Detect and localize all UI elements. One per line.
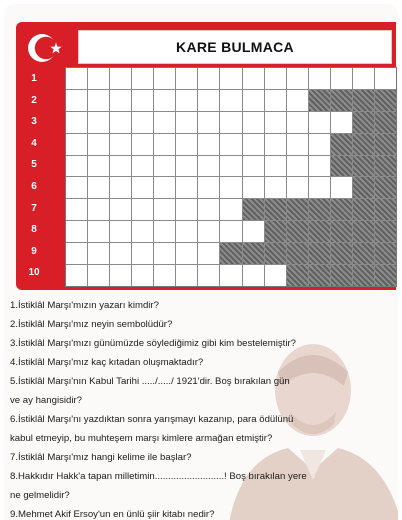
grid-cell bbox=[66, 243, 87, 264]
grid-cell-shaded bbox=[287, 265, 308, 286]
grid-cell-shaded bbox=[353, 134, 374, 155]
question-text: 3.İstiklâl Marşı'mızı günümüzde söylediğimiz gibi kim bestelemiştir? bbox=[10, 338, 297, 349]
grid-cell-shaded bbox=[243, 243, 264, 264]
grid-cell bbox=[198, 68, 219, 89]
grid-cell-shaded bbox=[309, 199, 330, 220]
question-item bbox=[10, 448, 396, 467]
grid-cell bbox=[110, 156, 131, 177]
grid-cell bbox=[154, 177, 175, 198]
grid-cell bbox=[176, 90, 197, 111]
grid-cell bbox=[198, 134, 219, 155]
grid-cell bbox=[176, 68, 197, 89]
grid-cell bbox=[66, 134, 87, 155]
grid-cell bbox=[154, 243, 175, 264]
grid-cell-shaded bbox=[309, 221, 330, 242]
grid-cell-shaded bbox=[265, 221, 286, 242]
grid-cell bbox=[243, 221, 264, 242]
grid-cell-shaded bbox=[375, 243, 396, 264]
row-number: 4 bbox=[31, 137, 37, 149]
grid-cell bbox=[331, 112, 352, 133]
grid-cell bbox=[154, 199, 175, 220]
grid-cell bbox=[265, 68, 286, 89]
grid-cell bbox=[243, 156, 264, 177]
row-number: 2 bbox=[31, 94, 37, 106]
grid-cell-shaded bbox=[243, 199, 264, 220]
question-text-continued: ne gelmelidir? bbox=[10, 490, 70, 501]
grid-cell bbox=[265, 156, 286, 177]
grid-cell bbox=[176, 134, 197, 155]
grid-cell-shaded bbox=[375, 199, 396, 220]
grid-cell bbox=[176, 221, 197, 242]
grid-cell-shaded bbox=[353, 156, 374, 177]
grid-cell bbox=[243, 177, 264, 198]
grid-cell-shaded bbox=[375, 90, 396, 111]
grid-cell bbox=[220, 221, 241, 242]
grid-cell bbox=[220, 265, 241, 286]
question-text: 1.İstiklâl Marşı'mızın yazarı kimdir? bbox=[10, 300, 159, 311]
grid-cell bbox=[132, 199, 153, 220]
grid-cell bbox=[88, 68, 109, 89]
grid-cell bbox=[220, 156, 241, 177]
grid-cell bbox=[88, 90, 109, 111]
grid-cell bbox=[220, 177, 241, 198]
question-item bbox=[10, 410, 396, 448]
crossword-grid bbox=[65, 67, 397, 287]
grid-cell bbox=[287, 90, 308, 111]
grid-cell bbox=[198, 221, 219, 242]
grid-cell bbox=[220, 112, 241, 133]
grid-cell-shaded bbox=[331, 134, 352, 155]
question-text: 2.İstiklâl Marşı'mız neyin sembolüdür? bbox=[10, 319, 173, 330]
grid-cell bbox=[154, 112, 175, 133]
question-text: 9.Mehmet Akif Ersoy'un en ünlü şiir kitabı nedir? bbox=[10, 509, 215, 520]
row-number: 7 bbox=[31, 202, 37, 214]
grid-cell bbox=[88, 134, 109, 155]
grid-cell-shaded bbox=[331, 265, 352, 286]
grid-cell bbox=[88, 156, 109, 177]
grid-cell-shaded bbox=[331, 221, 352, 242]
grid-cell-shaded bbox=[353, 90, 374, 111]
grid-cell-shaded bbox=[287, 199, 308, 220]
grid-cell bbox=[243, 68, 264, 89]
grid-cell bbox=[132, 134, 153, 155]
grid-cell-shaded bbox=[375, 112, 396, 133]
grid-cell bbox=[88, 243, 109, 264]
row-numbers bbox=[16, 68, 52, 284]
question-text: 8.Hakkıdır Hakk'a tapan milletimin..........................! Boş bırakılan yere bbox=[10, 471, 307, 482]
question-text-continued: ve ay hangisidir? bbox=[10, 395, 82, 406]
question-item bbox=[10, 372, 396, 410]
grid-cell bbox=[375, 68, 396, 89]
grid-cell bbox=[243, 112, 264, 133]
grid-cell-shaded bbox=[331, 90, 352, 111]
grid-cell bbox=[88, 112, 109, 133]
grid-cell bbox=[110, 221, 131, 242]
grid-cell bbox=[66, 221, 87, 242]
grid-cell bbox=[287, 156, 308, 177]
grid-cell bbox=[198, 156, 219, 177]
grid-cell bbox=[243, 134, 264, 155]
row-number: 8 bbox=[31, 224, 37, 236]
grid-cell bbox=[66, 90, 87, 111]
grid-cell-shaded bbox=[287, 243, 308, 264]
question-text: 4.İstiklâl Marşı'mız kaç kıtadan oluşmaktadır? bbox=[10, 357, 204, 368]
grid-cell bbox=[66, 156, 87, 177]
grid-cell bbox=[132, 112, 153, 133]
grid-cell-shaded bbox=[309, 90, 330, 111]
grid-cell bbox=[176, 265, 197, 286]
grid-cell bbox=[132, 221, 153, 242]
question-item bbox=[10, 353, 396, 372]
grid-cell bbox=[88, 199, 109, 220]
grid-cell bbox=[265, 134, 286, 155]
question-text-continued: kabul etmeyip, bu muhteşem marşı kimlere armağan etmiştir? bbox=[10, 433, 273, 444]
grid-cell bbox=[66, 265, 87, 286]
grid-cell bbox=[198, 112, 219, 133]
grid-cell bbox=[66, 177, 87, 198]
grid-cell bbox=[132, 68, 153, 89]
grid-cell bbox=[154, 134, 175, 155]
puzzle-title: KARE BULMACA bbox=[78, 30, 392, 64]
grid-cell bbox=[110, 68, 131, 89]
row-number: 3 bbox=[31, 116, 37, 128]
grid-cell bbox=[110, 112, 131, 133]
grid-cell bbox=[132, 265, 153, 286]
grid-cell bbox=[243, 90, 264, 111]
grid-cell bbox=[309, 134, 330, 155]
grid-cell bbox=[198, 199, 219, 220]
grid-cell bbox=[154, 265, 175, 286]
grid-cell-shaded bbox=[353, 265, 374, 286]
grid-cell-shaded bbox=[353, 221, 374, 242]
grid-cell-shaded bbox=[375, 134, 396, 155]
grid-cell bbox=[132, 177, 153, 198]
grid-cell bbox=[88, 221, 109, 242]
grid-cell bbox=[66, 112, 87, 133]
question-item bbox=[10, 334, 396, 353]
grid-cell-shaded bbox=[353, 199, 374, 220]
row-number: 5 bbox=[31, 159, 37, 171]
question-item bbox=[10, 505, 396, 520]
grid-cell bbox=[132, 243, 153, 264]
grid-cell bbox=[198, 265, 219, 286]
grid-cell bbox=[309, 112, 330, 133]
grid-cell bbox=[88, 177, 109, 198]
grid-cell bbox=[220, 90, 241, 111]
grid-cell bbox=[220, 134, 241, 155]
grid-cell-shaded bbox=[265, 199, 286, 220]
grid-cell bbox=[243, 265, 264, 286]
grid-cell-shaded bbox=[331, 199, 352, 220]
grid-cell bbox=[287, 68, 308, 89]
grid-cell bbox=[110, 90, 131, 111]
grid-cell bbox=[110, 265, 131, 286]
grid-cell bbox=[309, 68, 330, 89]
grid-cell bbox=[176, 112, 197, 133]
row-number: 1 bbox=[31, 73, 37, 84]
grid-cell bbox=[331, 68, 352, 89]
grid-cell bbox=[198, 90, 219, 111]
question-text: 6.İstiklâl Marşı'nı yazdıktan sonra yarışmayı kazanıp, para ödülünü bbox=[10, 414, 294, 425]
grid-cell-shaded bbox=[375, 265, 396, 286]
grid-cell-shaded bbox=[309, 265, 330, 286]
grid-cell bbox=[353, 68, 374, 89]
grid-cell-shaded bbox=[353, 177, 374, 198]
grid-cell bbox=[154, 68, 175, 89]
grid-cell bbox=[198, 243, 219, 264]
question-item bbox=[10, 315, 396, 334]
grid-cell bbox=[132, 156, 153, 177]
grid-cell bbox=[287, 177, 308, 198]
grid-cell bbox=[110, 177, 131, 198]
grid-cell-shaded bbox=[375, 221, 396, 242]
grid-cell-shaded bbox=[265, 243, 286, 264]
question-item bbox=[10, 467, 396, 505]
grid-cell bbox=[66, 199, 87, 220]
grid-cell bbox=[287, 112, 308, 133]
grid-cell bbox=[176, 177, 197, 198]
grid-cell bbox=[154, 156, 175, 177]
grid-cell bbox=[309, 156, 330, 177]
question-text: 7.İstiklâl Marşı'mız hangi kelime ile başlar? bbox=[10, 452, 192, 463]
grid-cell bbox=[110, 134, 131, 155]
grid-cell bbox=[132, 90, 153, 111]
crescent-star-icon bbox=[24, 28, 64, 68]
grid-cell bbox=[154, 221, 175, 242]
grid-cell-shaded bbox=[375, 177, 396, 198]
grid-cell-shaded bbox=[353, 243, 374, 264]
row-number: 6 bbox=[31, 180, 37, 192]
grid-cell bbox=[265, 265, 286, 286]
grid-cell-shaded bbox=[331, 243, 352, 264]
row-number: 9 bbox=[31, 245, 37, 257]
grid-cell-shaded bbox=[220, 243, 241, 264]
grid-cell bbox=[220, 68, 241, 89]
grid-cell bbox=[154, 90, 175, 111]
question-item bbox=[10, 296, 396, 315]
grid-cell bbox=[331, 177, 352, 198]
grid-cell-shaded bbox=[375, 156, 396, 177]
row-number: 10 bbox=[28, 267, 40, 279]
grid-cell bbox=[110, 199, 131, 220]
grid-cell bbox=[198, 177, 219, 198]
grid-cell bbox=[176, 199, 197, 220]
grid-cell bbox=[265, 90, 286, 111]
question-list bbox=[10, 296, 396, 520]
grid-cell-shaded bbox=[309, 243, 330, 264]
grid-cell bbox=[66, 68, 87, 89]
question-text: 5.İstiklâl Marşı'nın Kabul Tarihi ...../...../ 1921'dir. Boş bırakılan gün bbox=[10, 376, 290, 387]
grid-cell bbox=[176, 156, 197, 177]
crossword-board bbox=[16, 22, 396, 290]
grid-cell bbox=[265, 112, 286, 133]
grid-cell bbox=[88, 265, 109, 286]
grid-cell-shaded bbox=[331, 156, 352, 177]
worksheet bbox=[4, 4, 398, 520]
grid-cell-shaded bbox=[353, 112, 374, 133]
grid-cell bbox=[287, 134, 308, 155]
grid-cell bbox=[309, 177, 330, 198]
grid-cell bbox=[176, 243, 197, 264]
grid-cell bbox=[265, 177, 286, 198]
grid-cell-shaded bbox=[287, 221, 308, 242]
grid-cell bbox=[220, 199, 241, 220]
grid-cell bbox=[110, 243, 131, 264]
